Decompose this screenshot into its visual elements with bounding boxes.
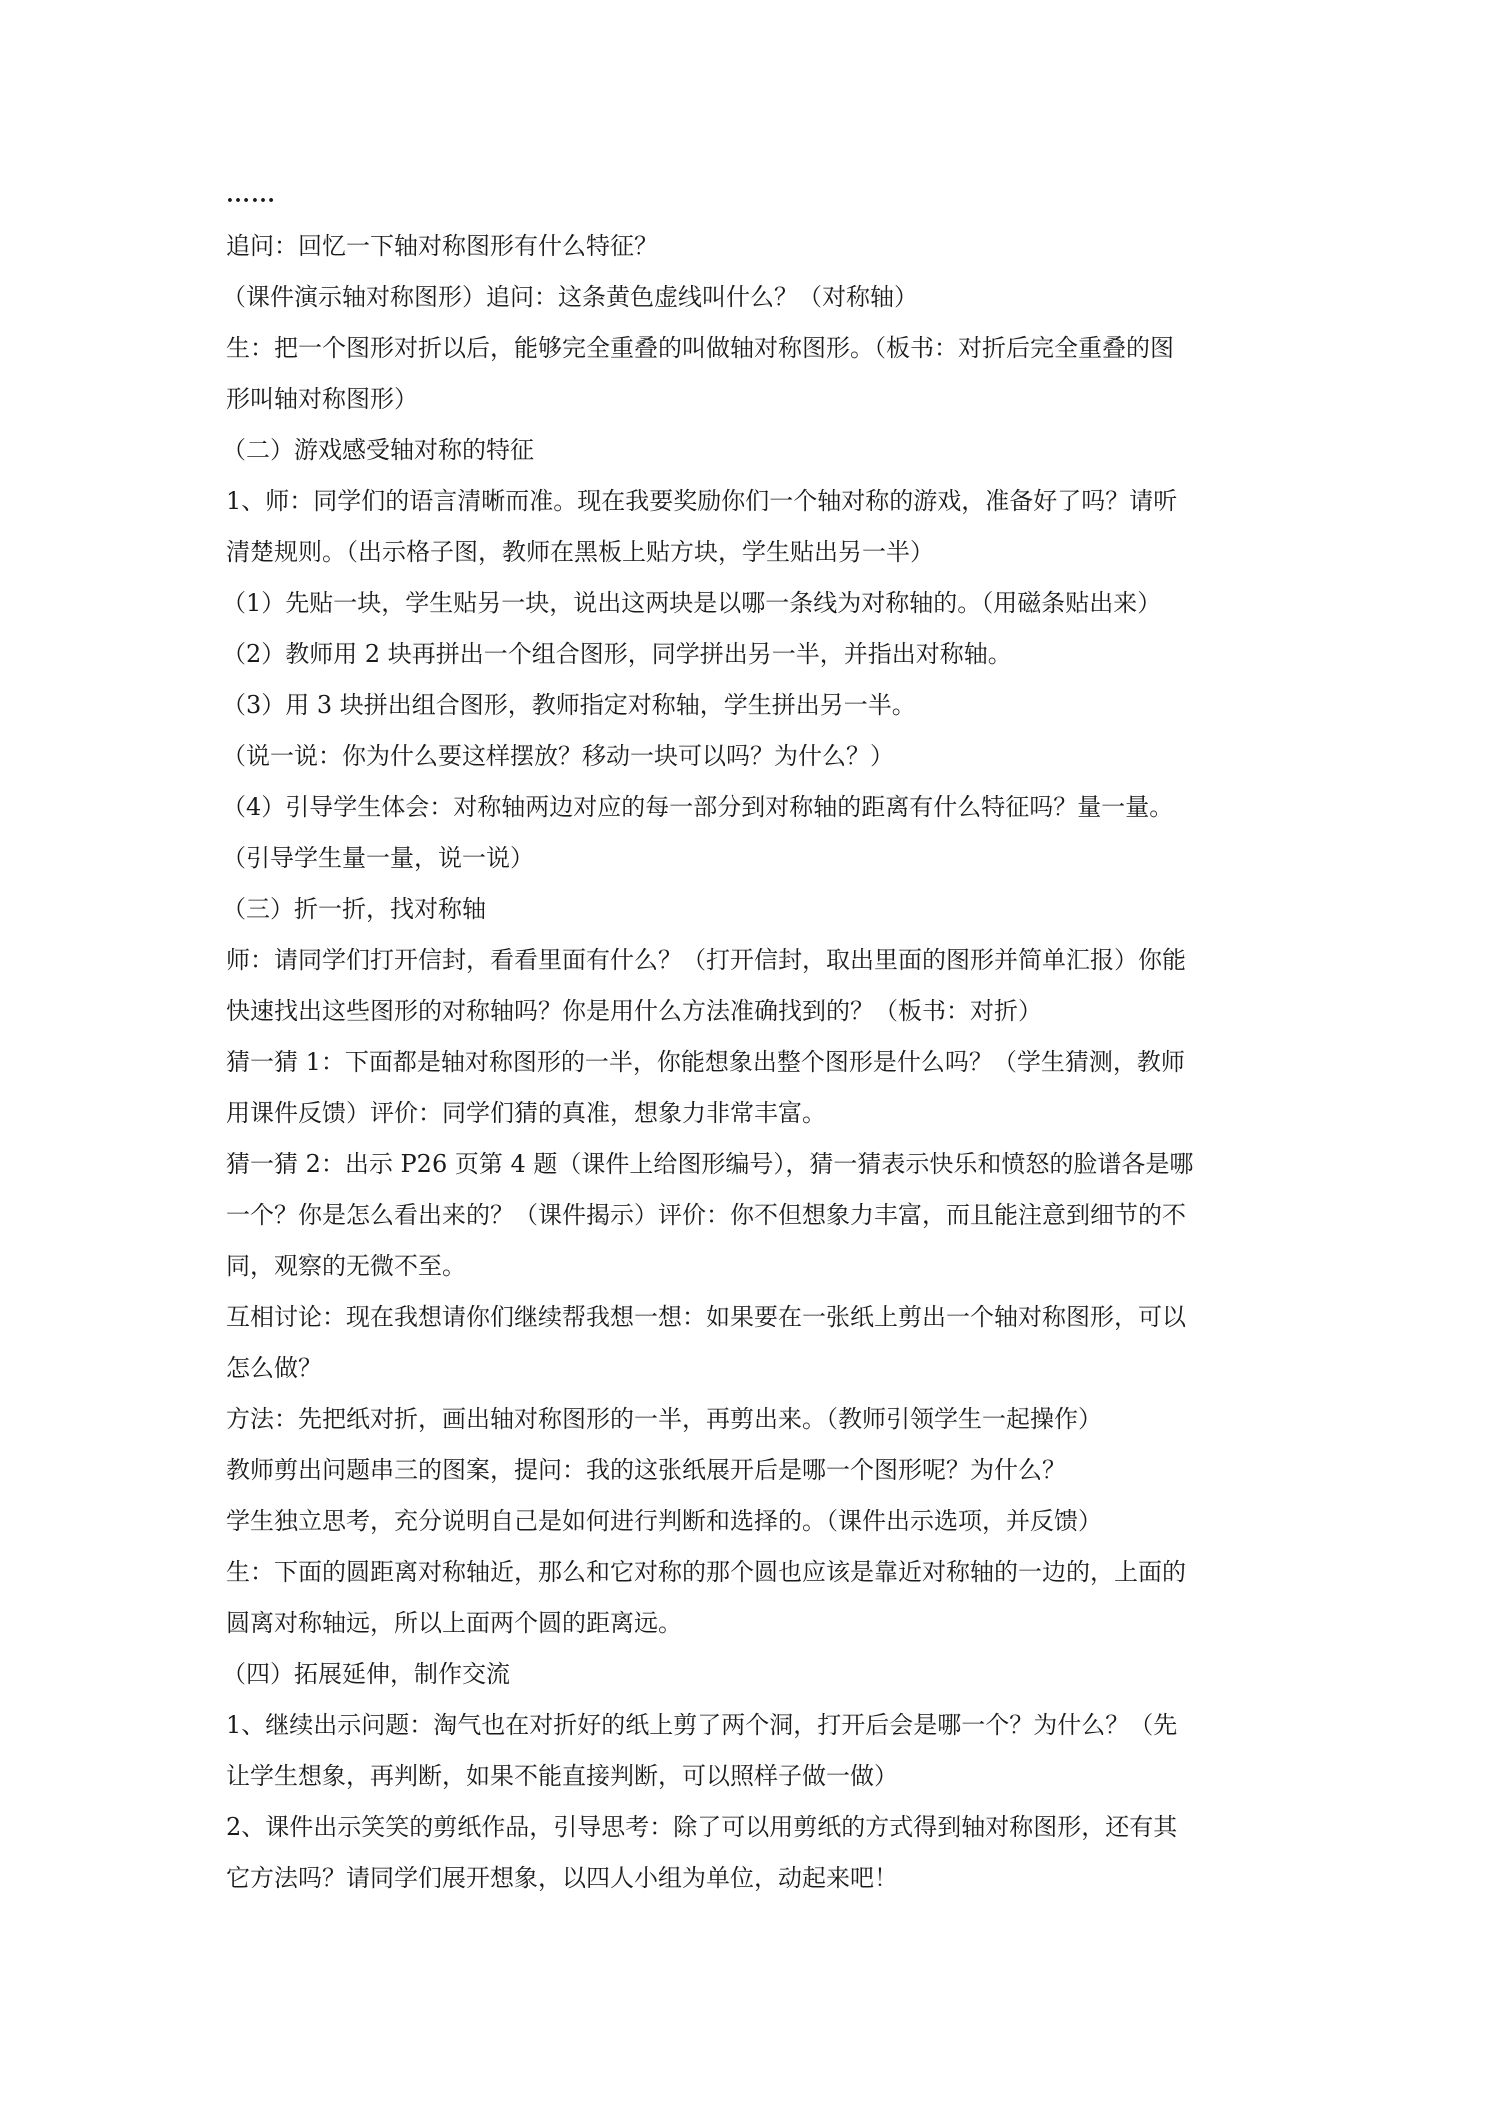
text-line: （课件演示轴对称图形）追问：这条黄色虚线叫什么？（对称轴） — [222, 283, 918, 311]
text-line: 生：下面的圆距离对称轴近，那么和它对称的那个圆也应该是靠近对称轴的一边的，上面的 — [226, 1558, 1186, 1586]
section-heading: （三）折一折，找对称轴 — [222, 895, 486, 923]
text-line: 1、继续出示问题：淘气也在对折好的纸上剪了两个洞，打开后会是哪一个？为什么？（先 — [226, 1711, 1178, 1739]
text-line: 一个？你是怎么看出来的？（课件揭示）评价：你不但想象力丰富，而且能注意到细节的不 — [226, 1201, 1186, 1229]
text-line: 猜一猜 2：出示 P26 页第 4 题（课件上给图形编号），猜一猜表示快乐和愤怒的脸谱各是哪 — [226, 1150, 1194, 1178]
text-line: 追问：回忆一下轴对称图形有什么特征？ — [226, 232, 658, 260]
text-line: 教师剪出问题串三的图案，提问：我的这张纸展开后是哪一个图形呢？为什么？ — [226, 1456, 1066, 1484]
text-line: 圆离对称轴远，所以上面两个圆的距离远。 — [226, 1609, 682, 1637]
section-heading: （四）拓展延伸，制作交流 — [222, 1660, 510, 1688]
document-body — [222, 170, 1266, 1904]
text-line: 2、课件出示笑笑的剪纸作品，引导思考：除了可以用剪纸的方式得到轴对称图形，还有其 — [226, 1813, 1178, 1841]
text-line: （3）用 3 块拼出组合图形，教师指定对称轴，学生拼出另一半。 — [222, 691, 916, 719]
section-heading: （二）游戏感受轴对称的特征 — [222, 436, 534, 464]
text-line: 生：把一个图形对折以后，能够完全重叠的叫做轴对称图形。（板书：对折后完全重叠的图 — [226, 334, 1174, 362]
text-line: 清楚规则。（出示格子图，教师在黑板上贴方块，学生贴出另一半） — [226, 538, 934, 566]
text-line: 同，观察的无微不至。 — [226, 1252, 466, 1280]
text-line: 快速找出这些图形的对称轴吗？你是用什么方法准确找到的？（板书：对折） — [226, 997, 1042, 1025]
text-line: 1、师：同学们的语言清晰而准。现在我要奖励你们一个轴对称的游戏，准备好了吗？请听 — [226, 487, 1178, 515]
text-line: 猜一猜 1：下面都是轴对称图形的一半，你能想象出整个图形是什么吗？（学生猜测，教师 — [226, 1048, 1185, 1076]
text-line: 它方法吗？请同学们展开想象，以四人小组为单位，动起来吧！ — [226, 1864, 898, 1892]
text-line: 师：请同学们打开信封，看看里面有什么？（打开信封，取出里面的图形并简单汇报）你能 — [226, 946, 1186, 974]
text-line: 用课件反馈）评价：同学们猜的真准，想象力非常丰富。 — [226, 1099, 826, 1127]
text-line: （1）先贴一块，学生贴另一块，说出这两块是以哪一条线为对称轴的。（用磁条贴出来） — [222, 589, 1162, 617]
text-line: 互相讨论：现在我想请你们继续帮我想一想：如果要在一张纸上剪出一个轴对称图形，可以 — [226, 1303, 1186, 1331]
text-line: （2）教师用 2 块再拼出一个组合图形，同学拼出另一半，并指出对称轴。 — [222, 640, 1012, 668]
ellipsis-marker: …… — [226, 182, 276, 208]
text-line: 让学生想象，再判断，如果不能直接判断，可以照样子做一做） — [226, 1762, 898, 1790]
text-line: 怎么做？ — [226, 1354, 322, 1382]
text-line: （引导学生量一量，说一说） — [222, 844, 534, 872]
text-line: （4）引导学生体会：对称轴两边对应的每一部分到对称轴的距离有什么特征吗？量一量。 — [222, 793, 1174, 821]
text-line: 学生独立思考，充分说明自己是如何进行判断和选择的。（课件出示选项，并反馈） — [226, 1507, 1102, 1535]
text-line: 形叫轴对称图形） — [226, 385, 418, 413]
text-line: 方法：先把纸对折，画出轴对称图形的一半，再剪出来。（教师引领学生一起操作） — [226, 1405, 1102, 1433]
text-line: （说一说：你为什么要这样摆放？移动一块可以吗？为什么？） — [222, 742, 894, 770]
